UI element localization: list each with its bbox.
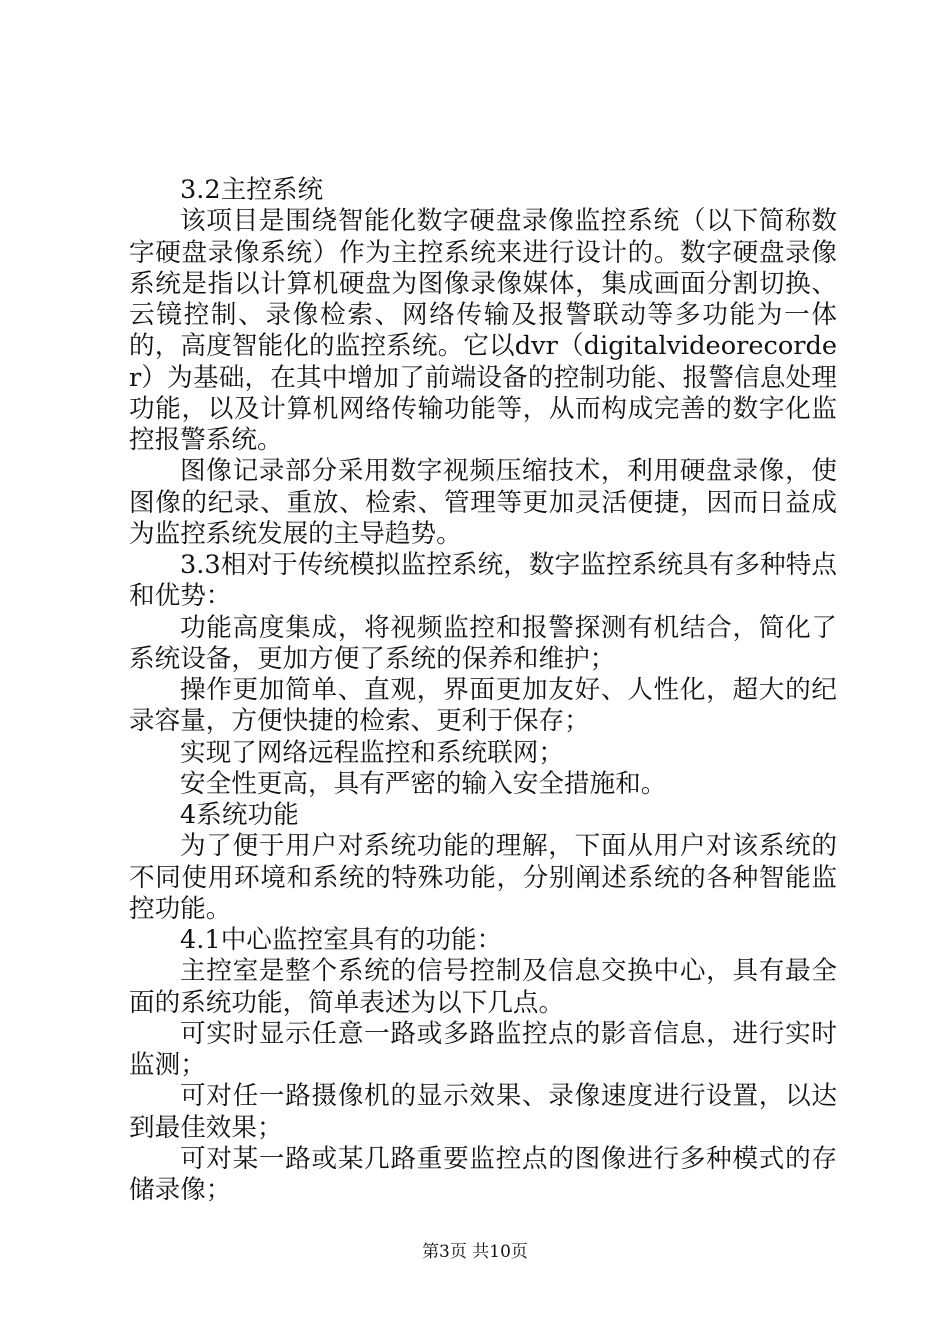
list-item-operation: 操作更加简单、直观，界面更加友好、人性化，超大的纪录容量，方便快捷的检索、更利于保存； [129,675,837,737]
list-item-storage-recording: 可对某一路或某几路重要监控点的图像进行多种模式的存储录像； [129,1143,837,1205]
paragraph-dvr-system: 该项目是围绕智能化数字硬盘录像监控系统（以下简称数字硬盘录像系统）作为主控系统来进行设计的。数字硬盘录像系统是指以计算机硬盘为图像录像媒体，集成画面分割切换、云镜控制、录像检索、网络传输及报警联动等多功能为一体的，高度智能化的监控系统。它以dvr（digitalvideorecorder）为基础，在其中增加了前端设备的控制功能、报警信息处理功能，以及计算机网络传输功能等，从而构成完善的数字化监控报警系统。 [129,206,837,455]
section-heading-4-1: 4.1中心监控室具有的功能： [180,925,503,955]
section-heading-3-2: 3.2主控系统 [180,175,324,205]
list-item-realtime-display: 可实时显示任意一路或多路监控点的影音信息，进行实时监测； [129,1018,837,1080]
paragraph-system-functions: 为了便于用户对系统功能的理解，下面从用户对该系统的不同使用环境和系统的特殊功能，分别阐述系统的各种智能监控功能。 [129,831,837,924]
list-item-network: 实现了网络远程监控和系统联网； [180,737,564,768]
page-number-footer: 第3页 共10页 [422,1242,528,1262]
list-item-integration: 功能高度集成，将视频监控和报警探测有机结合，简化了系统设备，更加方便了系统的保养和维护； [129,612,837,674]
list-item-security: 安全性更高，具有严密的输入安全措施和。 [180,768,667,799]
paragraph-section-3-3: 3.3相对于传统模拟监控系统，数字监控系统具有多种特点和优势： [129,550,837,612]
paragraph-image-recording: 图像记录部分采用数字视频压缩技术，利用硬盘录像，使图像的纪录、重放、检索、管理等更加灵活便捷，因而日益成为监控系统发展的主导趋势。 [129,456,837,549]
section-heading-4: 4系统功能 [180,800,299,830]
document-body [129,175,837,1206]
paragraph-control-room: 主控室是整个系统的信号控制及信息交换中心，具有最全面的系统功能，简单表述为以下几点。 [129,956,837,1018]
list-item-camera-settings: 可对任一路摄像机的显示效果、录像速度进行设置，以达到最佳效果； [129,1081,837,1143]
